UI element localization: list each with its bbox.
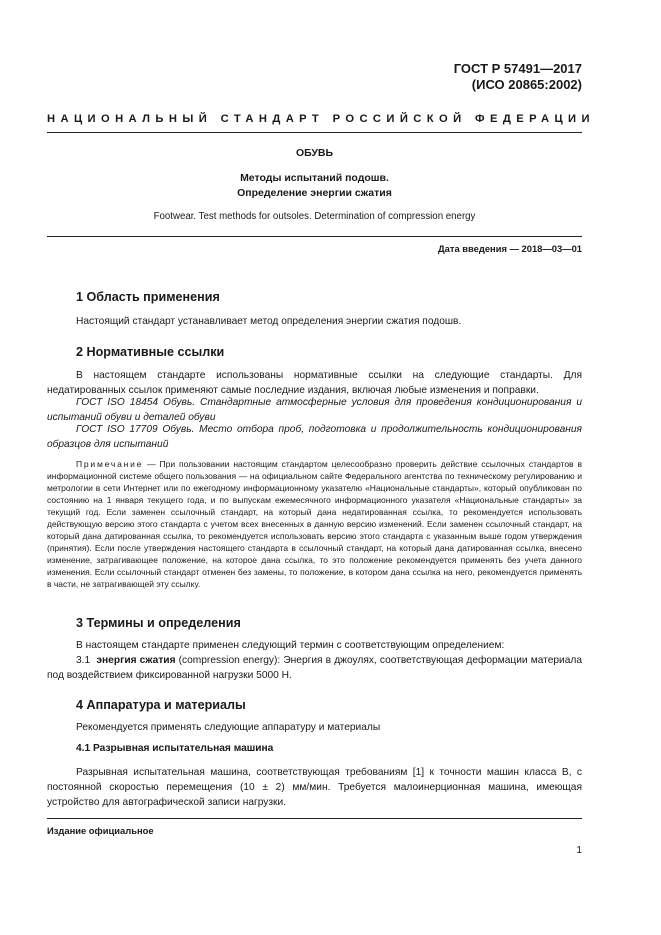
national-standard-banner: НАЦИОНАЛЬНЫЙ СТАНДАРТ РОССИЙСКОЙ ФЕДЕРАЦИИ <box>47 113 595 125</box>
reference-2 <box>47 422 582 452</box>
section-2-paragraph: В настоящем стандарте использованы нормативные ссылки на следующие стандарты. Для недатированных ссылок применяют самые последние издания, включая любые изменения и поправки. <box>47 370 582 396</box>
section-2-heading: 2 Нормативные ссылки <box>76 345 225 359</box>
section-4-paragraph: Рекомендуется применять следующие аппаратуру и материалы <box>76 722 381 733</box>
iso-number: (ИСО 20865:2002) <box>471 77 582 92</box>
section-1-paragraph: Настоящий стандарт устанавливает метод определения энергии сжатия подошв. <box>76 316 462 327</box>
document-subtitle-2: Определение энергии сжатия <box>237 187 392 199</box>
section-3-heading: 3 Термины и определения <box>76 616 241 630</box>
note-text: — При пользовании настоящим стандартом целесообразно проверить действие ссылочных стандартов в информационной системе общего пользования — на официальном сайте Федерального агентства по техническому регулированию и метрологии в сети Интернет или по ежегодному информационному указателю «Национальные стандарты», который опубликован по состоянию на 1 января текущего года, и по выпускам ежемесячного информационного указателя «Национальные стандарты» за текущий год. Если заменен ссылочный стандарт, на который дана недатированная ссылка, то рекомендуется использовать действующую версию этого стандарта с учетом всех внесенных в данную версию изменений. Если заменен ссылочный стандарт, на который дана датированная ссылка, то рекомендуется использовать версию этого стандарта с указанным выше годом утверждения (принятия). Если после утверждения настоящего стандарта в ссылочный стандарт, на который дана датированная ссылка, внесено изменение, затрагивающее положение, на которое дана ссылка, то это положение рекомендуется применять без учета данного изменения. Если ссылочный стандарт отменен без замены, то положение, в котором дана ссылка на него, рекомендуется применять в части, не затрагивающей эту ссылку. <box>47 459 582 589</box>
section-4-text <box>47 720 582 735</box>
section-4-heading: 4 Аппаратура и материалы <box>76 698 246 712</box>
title-divider <box>47 236 582 237</box>
note-label: Примечание <box>76 459 144 469</box>
term-name: энергия сжатия <box>96 655 176 666</box>
subsection-4-1-paragraph: Разрывная испытательная машина, соответствующая требованиям [1] к точности машин класса B, с постоянной скоростью перемещения (10 ± 2) мм/мин. Требуется малоинерционная машина, имеющая устройство для автографической записи нагрузки. <box>47 767 582 808</box>
reference-2-text: ГОСТ ISO 17709 Обувь. Место отбора проб, подготовка и продолжительность кондиционирования образцов для испытаний <box>47 424 582 450</box>
section-3-text <box>47 638 582 653</box>
page-number: 1 <box>576 845 582 856</box>
introduction-date: Дата введения — 2018—03—01 <box>437 243 582 254</box>
document-subtitle-1: Методы испытаний подошв. <box>240 172 389 184</box>
footer-divider <box>47 818 582 819</box>
reference-1-text: ГОСТ ISO 18454 Обувь. Стандартные атмосферные условия для проведения кондиционирования и испытаний обуви и деталей обуви <box>47 397 582 423</box>
document-title: ОБУВЬ <box>295 147 334 159</box>
subsection-4-1-text <box>47 765 582 810</box>
subsection-4-1-heading: 4.1 Разрывная испытательная машина <box>76 743 274 754</box>
section-2-note <box>47 458 582 590</box>
reference-1 <box>47 395 582 425</box>
official-edition-label: Издание официальное <box>47 825 154 836</box>
standard-number: ГОСТ Р 57491—2017 <box>453 61 582 76</box>
section-1-text <box>47 314 582 329</box>
section-2-text <box>47 368 582 398</box>
term-description: (compression energy): Энергия в джоулях, соответствующая деформации материала под воздействием фиксированной нагрузки 5000 Н. <box>47 655 583 681</box>
english-title: Footwear. Test methods for outsoles. Determination of compression energy <box>153 211 476 222</box>
term-number: 3.1 <box>76 655 91 666</box>
term-definition <box>47 653 582 683</box>
section-3-paragraph: В настоящем стандарте применен следующий термин с соответствующим определением: <box>76 640 505 651</box>
header-divider <box>47 132 582 133</box>
section-1-heading: 1 Область применения <box>76 290 220 304</box>
